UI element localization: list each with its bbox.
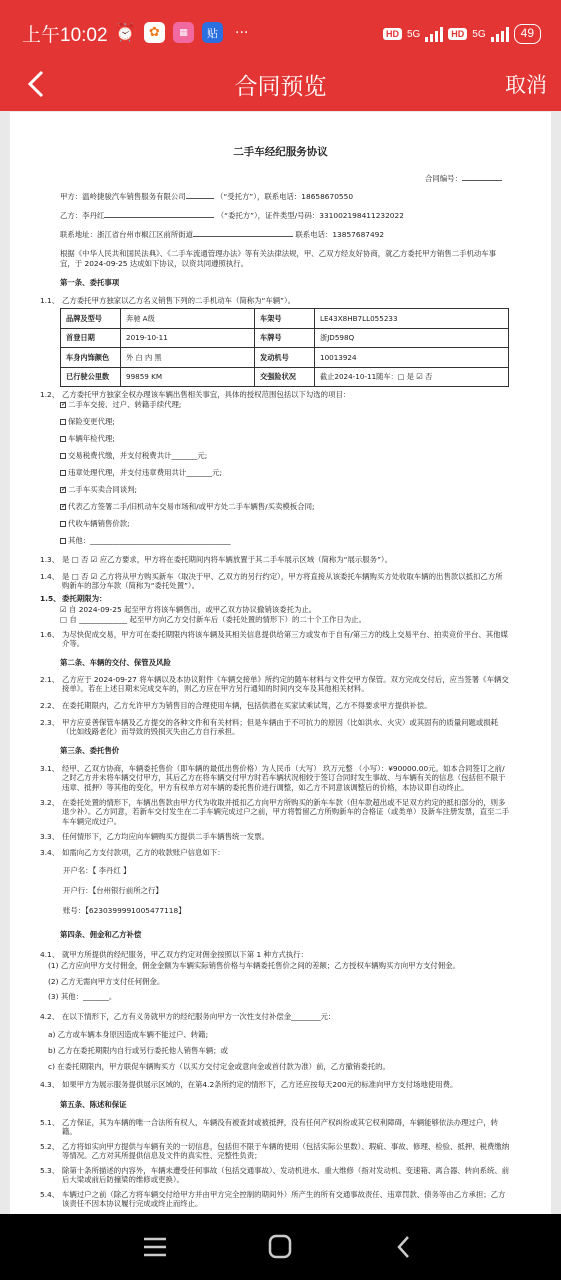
account-name: 开户名：【 李丹红 】 (63, 866, 131, 875)
compensation-case-a: a) 乙方或车辆本身原因造成车辆不能过户、转籍; (48, 1030, 209, 1039)
menu-icon[interactable] (140, 1234, 170, 1260)
term-option-b: □ 自 _____________ 起至甲方向乙方交付新车后（委托处置的情形下）的二十个工作日为止。 (60, 615, 366, 624)
option-item: 违章处理代理，并支付违章费用共计_______元; (60, 468, 222, 477)
signal-2-icon (491, 27, 509, 42)
option-item: ✓代表乙方签署二手/旧机动车交易市场和/或甲方处二手车辆售/买卖模板合同; (60, 502, 314, 511)
table-row: 车身内饰颜色 外 白 内 黑 发动机号 10013924 (61, 348, 509, 368)
checkbox-icon (60, 538, 66, 544)
home-icon[interactable] (265, 1234, 295, 1260)
clause-1-4: 1.4、 是 □ 否 ☑ 乙方将从甲方购买新车（取决于甲、乙双方的另行约定），甲方将直接从该委托车辆购买方处收取车辆的出售款以抵扣乙方所 购新车的部分车款（简称为“委托处置”）。 (40, 572, 503, 591)
clause-4-1: 4.1、 就甲方所提供的经纪服务，甲乙双方约定对佣金按照以下第 1 种方式执行： (40, 950, 308, 959)
compensation-case-c: c) 在委托期限内，甲方联促车辆购买方（以买方交付定金或意向金或首付款为准）前，乙方撤销委托的。 (48, 1062, 390, 1071)
hd-2-icon: HD (448, 28, 467, 40)
section-5-title: 第五条、陈述和保证 (60, 1100, 127, 1109)
clause-3-4: 3.4、 如需向乙方支付款项，乙方的收款账户信息如下： (40, 848, 225, 857)
clause-4-2: 4.2、 在以下情形下，乙方有义务就甲方的经纪服务向甲方一次性支付补偿金________元: (40, 1012, 331, 1021)
clause-5-3: 5.3、 除第十条所描述的内容外，车辆未遭受任何事故（包括交通事故）、发动机进水、重大维修（指对发动机、变速箱、离合器、转向系统、前后大梁或前后防撞梁的维修或更换）。 (40, 1166, 510, 1185)
clause-2-2: 2.2、 在委托期限内，乙方允许甲方为销售目的合理使用车辆，包括供潜在买家试乘试驾，乙方不得要求甲方提供补偿。 (40, 701, 432, 710)
system-nav-bar (0, 1214, 561, 1280)
contract-number: 合同编号： (425, 174, 502, 183)
battery-icon: 49 (514, 24, 541, 44)
hd-icon: HD (383, 28, 402, 40)
commission-option-1: (1) 乙方应向甲方支付佣金，佣金金额为车辆实际销售价格与车辆委托售价之间的差额；乙方授权车辆购买方向甲方支付佣金。 (48, 961, 460, 970)
table-row: 首登日期 2019-10-11 车牌号 浙JD598Q (61, 328, 509, 348)
network-2-label: 5G (472, 28, 486, 40)
commission-option-3: (3) 其他：_______。 (48, 992, 117, 1001)
back-icon[interactable] (390, 1234, 420, 1260)
checkbox-icon (60, 436, 66, 442)
checkbox-icon (60, 419, 66, 425)
clause-5-2: 5.2、 乙方将如实向甲方提供与车辆有关的一切信息，包括但不限于车辆的使用（包括实际公里数）、瑕疵、事故、修理、检验、抵押、税费缴纳等情况。乙方对其所提供信息及文件的真实性、完整性负责； (40, 1142, 510, 1161)
notification-icons (115, 22, 248, 43)
account-number: 账号：【6230399991005477118】 (63, 906, 186, 915)
clause-1-1: 1.1、 乙方委托甲方独家以乙方名义销售下列的二手机动车（简称为“车辆”）。 (40, 296, 296, 305)
checkbox-icon (60, 453, 66, 459)
section-3-title: 第三条、委托售价 (60, 746, 120, 755)
more-notifications-icon: ··· (235, 24, 249, 41)
clause-4-3: 4.3、 如果甲方为展示服务提供展示区域的，在第4.2条所约定的情形下，乙方还应按每天200元的标准向甲方支付场地使用费。 (40, 1080, 458, 1089)
clause-1-3: 1.3、 是 □ 否 ☑ 应乙方要求，甲方将在委托期间内将车辆放置于其二手车展示区域（简称为“展示服务”）。 (40, 555, 392, 564)
option-item: 车辆年检代理; (60, 434, 115, 443)
table-row: 已行驶公里数 99859 KM 交强险状况 截止2024-10-11随车：□ 是 ☑ 否 (61, 367, 509, 387)
page-title: 合同预览 (234, 74, 327, 100)
checkbox-icon (60, 521, 66, 527)
section-1-title: 第一条、委托事项 (60, 278, 120, 287)
contract-document[interactable] (10, 112, 551, 1214)
checkbox-checked-icon (60, 487, 66, 493)
contract-title: 二手车经纪服务协议 (233, 146, 328, 158)
intro-text-1: 根据《中华人民共和国民法典》、《二手车流通管理办法》等有关法律法规，甲、乙双方经友好协商，就乙方委托甲方销售二手机动车事 (60, 249, 497, 258)
section-2-title: 第二条、车辆的交付、保管及风险 (60, 658, 171, 667)
option-item: 代收车辆销售价款; (60, 519, 130, 528)
option-item: 交易税费代缴，并支付税费共计_______元; (60, 451, 207, 460)
app-blue-icon: 贴 (202, 22, 223, 43)
system-indicators (383, 24, 541, 44)
checkbox-checked-icon (60, 504, 66, 510)
status-bar (0, 0, 561, 58)
option-item: ✓二手车交接、过户、转籍手续代理; (60, 400, 181, 409)
section-4-title: 第四条、佣金和乙方补偿 (60, 930, 142, 939)
address-line: 联系地址：浙江省台州市椒江区前所街道 联系电话：13857687492 (60, 230, 385, 239)
clock: 上午10:02 (22, 25, 108, 46)
cancel-button[interactable]: 取消 (505, 73, 547, 97)
clause-2-3: 2.3、 甲方应妥善保管车辆及乙方提交的各种文件和有关材料；但是车辆由于不可抗力的原因（比如洪水、火灾）或其固有的质量问题或损耗（比如线路老化）而导致的毁损灭失由乙方自行承担。 (40, 718, 499, 737)
intro-text-2: 宜，于 2024-09-25 达成如下协议，以资共同遵照执行。 (60, 259, 249, 268)
clause-3-2: 3.2、 在委托处置的情形下，车辆出售款由甲方代为收取并抵扣乙方向甲方所购买的新车车款（但车款超出或不足双方约定的抵扣部分的，则多退少补）。乙方同意，若新车交付发生在二手车辆完成过户之前，甲方将暂留乙方所购新车的合格证（或类单）及新车注册发票，直至二手车车辆完成过户。 (40, 798, 510, 826)
checkbox-icon (60, 470, 66, 476)
term-option-a: ☑ 自 2024-09-25 起至甲方将该车辆售出，或甲乙双方协议撤销该委托为止。 (60, 605, 317, 614)
account-bank: 开户行：【台州银行前所之行】 (63, 886, 163, 895)
clause-1-6: 1.6、 为尽快促成交易，甲方可在委托期限内将该车辆及其相关信息提供给第三方或发布于自有/第三方的线上交易平台、拍卖竞价平台、其他媒介等。 (40, 630, 508, 649)
clause-2-1: 2.1、 乙方应于 2024-09-27 将车辆以及本协议附件《车辆交接单》所约定的随车材料与文件交甲方保管。双方完成交付后，应当签署《车辆交接单》。若在上述日期未完成交车的，则乙方应在甲方另行通知的时间内交车及其他相关材料。 (40, 675, 509, 694)
alarm-icon: ⏰ (114, 22, 137, 43)
clause-5-1: 5.1、 乙方保证，其为车辆的唯一合法所有权人，车辆没有被查封或被抵押，没有任何产权纠纷或其它权利障碍，车辆能够依法办理过户，转籍。 (40, 1118, 499, 1137)
option-item: 保险变更代理; (60, 417, 115, 426)
checkbox-checked-icon (60, 402, 66, 408)
table-row: 品牌及型号 奔驰 A级 车架号 LE43X8HB7LL055233 (61, 309, 509, 329)
signal-1-icon (425, 27, 443, 42)
option-item: ✓二手车买卖合同谈判; (60, 485, 137, 494)
commission-option-2: (2) 乙方无需向甲方支付任何佣金。 (48, 977, 165, 986)
app-orange-icon: ✿ (144, 22, 165, 43)
party-a-line: 甲方：温岭捷骏汽车销售服务有限公司 （“受托方”），联系电话：18658670550 (60, 192, 354, 201)
app-pink-icon: ▦ (173, 22, 194, 43)
clause-3-1: 3.1、 经甲、乙双方协商，车辆委托售价（即车辆的最低出售价格）为人民币（大写） 玖万元整 （小写）：¥90000.00元。如本合同签订之前/之时乙方并未将车辆交付甲方，其后乙方在将车辆交付甲方时若车辆状况相较于签订合同时发生事故、与车辆有关的信息（包括但不限于违章、抵押）等其他的变化，甲方有权单方对车辆的委托售价进行调整，如乙方不同意该调整后的价格，本协议即自动终止。 (40, 764, 506, 792)
compensation-case-b: b) 乙方在委托期限内自行或另行委托他人销售车辆；或 (48, 1046, 228, 1055)
clause-1-5: 1.5、 委托期限为： (40, 594, 107, 603)
nav-bar (0, 58, 561, 111)
party-b-line: 乙方：李丹红 （“委托方”），证件类型/号码：331002198411232022 (60, 211, 404, 220)
vehicle-info-table (60, 308, 509, 387)
clause-5-4: 5.4、 车辆过户之前（除乙方将车辆交付给甲方并由甲方完全控制的期间外）所产生的所有交通事故责任、违章罚款、债务等由乙方承担；乙方该责任不因本协议履行完成或终止而终止。 (40, 1190, 506, 1209)
clause-3-3: 3.3、 任何情形下，乙方均应向车辆购买方提供二手车辆售统一发票。 (40, 832, 269, 841)
option-item: 其他：______________________________________ (60, 536, 231, 545)
clause-1-2: 1.2、 乙方委托甲方独家全权办理该车辆出售相关事宜，具体的授权范围包括以下勾选的项目： (40, 390, 351, 399)
network-1-label: 5G (406, 28, 421, 40)
